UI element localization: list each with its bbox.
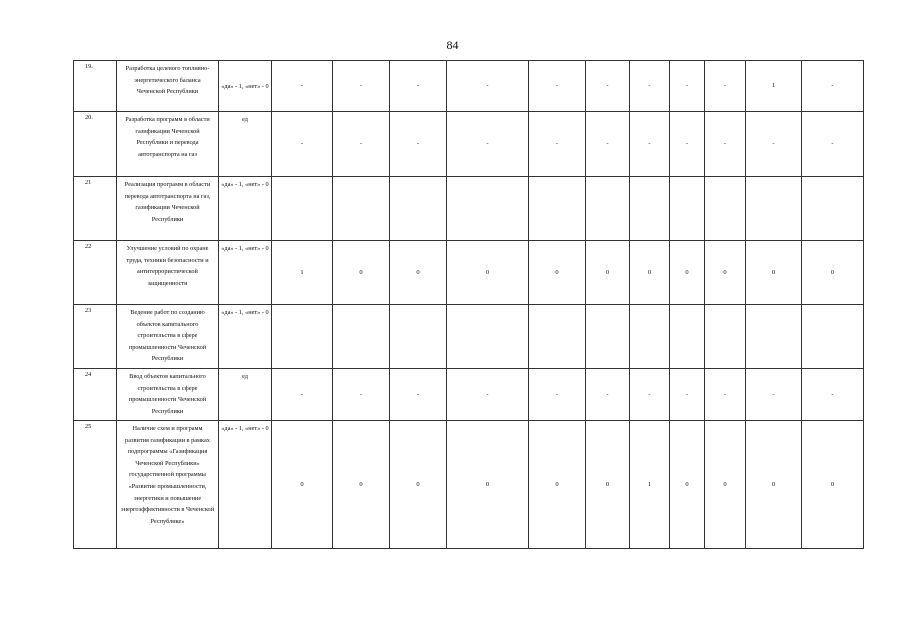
value-cell: 0: [447, 241, 529, 305]
unit-of-measure: «да» - 1, «нет» - 0: [219, 421, 272, 549]
unit-of-measure: «да» - 1, «нет» - 0: [219, 305, 272, 369]
value-cell: -: [447, 61, 529, 112]
value-cell: 0: [447, 421, 529, 549]
value-cell: 0: [586, 421, 630, 549]
value-cell: 0: [333, 241, 390, 305]
value-cell: -: [447, 112, 529, 177]
value-cell: -: [529, 369, 586, 421]
value-cell: -: [529, 112, 586, 177]
value-cell: 0: [746, 241, 802, 305]
value-cell: -: [586, 61, 630, 112]
row-number: 21: [74, 177, 117, 241]
value-cell: [529, 177, 586, 241]
value-cell: [802, 305, 864, 369]
value-cell: 1: [630, 421, 670, 549]
value-cell: -: [670, 369, 705, 421]
value-cell: [746, 305, 802, 369]
value-cell: [447, 177, 529, 241]
value-cell: [802, 177, 864, 241]
value-cell: [630, 305, 670, 369]
unit-of-measure: ед: [219, 112, 272, 177]
value-cell: [390, 177, 447, 241]
value-cell: 0: [802, 241, 864, 305]
value-cell: 0: [705, 421, 746, 549]
value-cell: [705, 305, 746, 369]
value-cell: -: [630, 61, 670, 112]
value-cell: 0: [529, 241, 586, 305]
value-cell: 1: [272, 241, 333, 305]
indicator-name: Разработка целевого топливно-энергетического баланса Чеченской Республики: [117, 61, 219, 112]
table-row: [74, 241, 864, 305]
row-number: 23: [74, 305, 117, 369]
table-body: [74, 61, 864, 549]
row-number: 25: [74, 421, 117, 549]
value-cell: -: [272, 369, 333, 421]
value-cell: 1: [746, 61, 802, 112]
table-row: [74, 369, 864, 421]
indicators-table: [73, 60, 864, 549]
value-cell: [670, 177, 705, 241]
value-cell: -: [705, 369, 746, 421]
value-cell: 0: [272, 421, 333, 549]
value-cell: -: [630, 112, 670, 177]
value-cell: -: [746, 369, 802, 421]
value-cell: 0: [529, 421, 586, 549]
value-cell: 0: [705, 241, 746, 305]
page-number: 84: [446, 38, 459, 52]
value-cell: -: [447, 369, 529, 421]
value-cell: -: [586, 112, 630, 177]
value-cell: -: [529, 61, 586, 112]
value-cell: -: [333, 369, 390, 421]
value-cell: 0: [586, 241, 630, 305]
value-cell: [272, 177, 333, 241]
value-cell: 0: [746, 421, 802, 549]
value-cell: 0: [802, 421, 864, 549]
value-cell: [586, 305, 630, 369]
value-cell: -: [333, 112, 390, 177]
value-cell: [586, 177, 630, 241]
table-row: [74, 305, 864, 369]
row-number: 24: [74, 369, 117, 421]
unit-of-measure: «да» - 1, «нет» - 0: [219, 61, 272, 112]
value-cell: -: [390, 61, 447, 112]
row-number: 20.: [74, 112, 117, 177]
value-cell: -: [802, 112, 864, 177]
value-cell: 0: [670, 421, 705, 549]
value-cell: [746, 177, 802, 241]
value-cell: -: [586, 369, 630, 421]
value-cell: [705, 177, 746, 241]
value-cell: -: [390, 112, 447, 177]
value-cell: -: [746, 112, 802, 177]
value-cell: -: [705, 112, 746, 177]
value-cell: -: [272, 61, 333, 112]
indicator-name: Наличие схем и программ развития газификации в рамках подпрограммы «Газификация Чеченской Республики» государственной программы «Развитие промышленности, энергетики и повышение энергоэффективности в Чеченской Республике»: [117, 421, 219, 549]
value-cell: -: [802, 61, 864, 112]
value-cell: 0: [670, 241, 705, 305]
indicator-name: Реализация программ в области перевода автотранспорта на газ, газификации Чеченской Республики: [117, 177, 219, 241]
indicator-name: Улучшение условий по охране труда, техники безопасности и антитеррористической защищенности: [117, 241, 219, 305]
value-cell: -: [670, 112, 705, 177]
value-cell: 0: [630, 241, 670, 305]
value-cell: 0: [333, 421, 390, 549]
value-cell: -: [333, 61, 390, 112]
unit-of-measure: «да» - 1, «нет» - 0: [219, 177, 272, 241]
row-number: 19.: [74, 61, 117, 112]
table-row: [74, 421, 864, 549]
indicator-name: Ведение работ по созданию объектов капитального строительства в сфере промышленности Чеченской Республики: [117, 305, 219, 369]
value-cell: -: [705, 61, 746, 112]
value-cell: -: [390, 369, 447, 421]
value-cell: [630, 177, 670, 241]
value-cell: [333, 305, 390, 369]
value-cell: [390, 305, 447, 369]
value-cell: -: [802, 369, 864, 421]
indicator-name: Разработка программ в области газификации Чеченской Республики и перевода автотранспорта на газ: [117, 112, 219, 177]
table-row: [74, 177, 864, 241]
unit-of-measure: ед: [219, 369, 272, 421]
value-cell: [333, 177, 390, 241]
value-cell: 0: [390, 241, 447, 305]
value-cell: [272, 305, 333, 369]
value-cell: [447, 305, 529, 369]
row-number: 22: [74, 241, 117, 305]
value-cell: [529, 305, 586, 369]
table-row: [74, 112, 864, 177]
unit-of-measure: «да» - 1, «нет» - 0: [219, 241, 272, 305]
value-cell: -: [670, 61, 705, 112]
value-cell: -: [630, 369, 670, 421]
table-row: [74, 61, 864, 112]
value-cell: 0: [390, 421, 447, 549]
indicator-name: Ввод объектов капитального строительства в сфере промышленности Чеченской Республики: [117, 369, 219, 421]
value-cell: [670, 305, 705, 369]
value-cell: -: [272, 112, 333, 177]
